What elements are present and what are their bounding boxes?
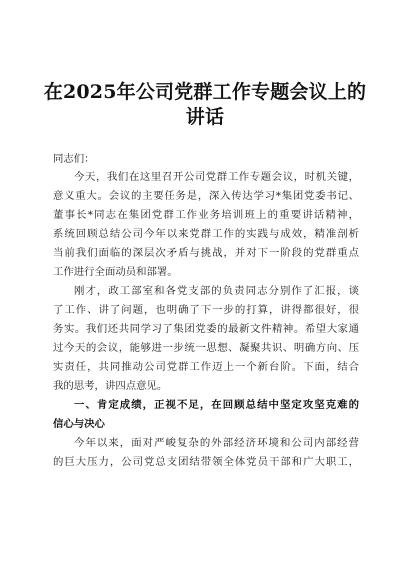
section-heading-1-line: 信心与决心: [53, 418, 105, 430]
paragraph-2-line: 实责任，共同推动公司党群工作迈上一个新台阶。下面，结合: [53, 361, 359, 373]
paragraph-3-line: 的巨大压力，公司党总支团结带领全体党员干部和广大职工，: [53, 456, 359, 468]
salutation: 同志们：: [53, 153, 95, 165]
paragraph-1-line: 系统回顾总结公司今年以来党群工作的实践与成效，精准剖析: [53, 228, 359, 240]
paragraph-1-line: 董事长*同志在集团党群工作业务培训班上的重要讲话精神，: [53, 209, 359, 221]
paragraph-2-line: 务实。我们还共同学习了集团党委的最新文件精神。希望大家通: [53, 323, 359, 335]
paragraph-2-line: 过今天的会议，能够进一步统一思想、凝聚共识、明确方向、压: [53, 342, 359, 354]
paragraph-3-line: 今年以来，面对严峻复杂的外部经济环境和公司内部经营: [74, 437, 359, 449]
paragraph-2-line: 我的思考，讲四点意见。: [53, 380, 168, 392]
document-title-line1: 在2025年公司党群工作专题会议上的: [43, 81, 367, 103]
section-heading-1-line: 一、肯定成绩，正视不足，在回顾总结中坚定攻坚克难的: [74, 399, 359, 411]
paragraph-1-line: 今天，我们在这里召开公司党群工作专题会议，时机关键，: [74, 171, 359, 183]
paragraph-1-line: 意义重大。会议的主要任务是，深入传达学习*集团党委书记、: [53, 190, 359, 202]
paragraph-2-line: 刚才，政工部室和各党支部的负责同志分别作了汇报，谈: [74, 285, 359, 297]
paragraph-2-line: 了工作、讲了问题，也明确了下一步的打算，讲得都很好，很: [53, 304, 359, 316]
paragraph-1-line: 当前我们面临的深层次矛盾与挑战，并对下一阶段的党群重点: [53, 247, 359, 259]
paragraph-1-line: 工作进行全面动员和部署。: [53, 266, 178, 278]
document-title-line2: 讲话: [185, 106, 225, 128]
